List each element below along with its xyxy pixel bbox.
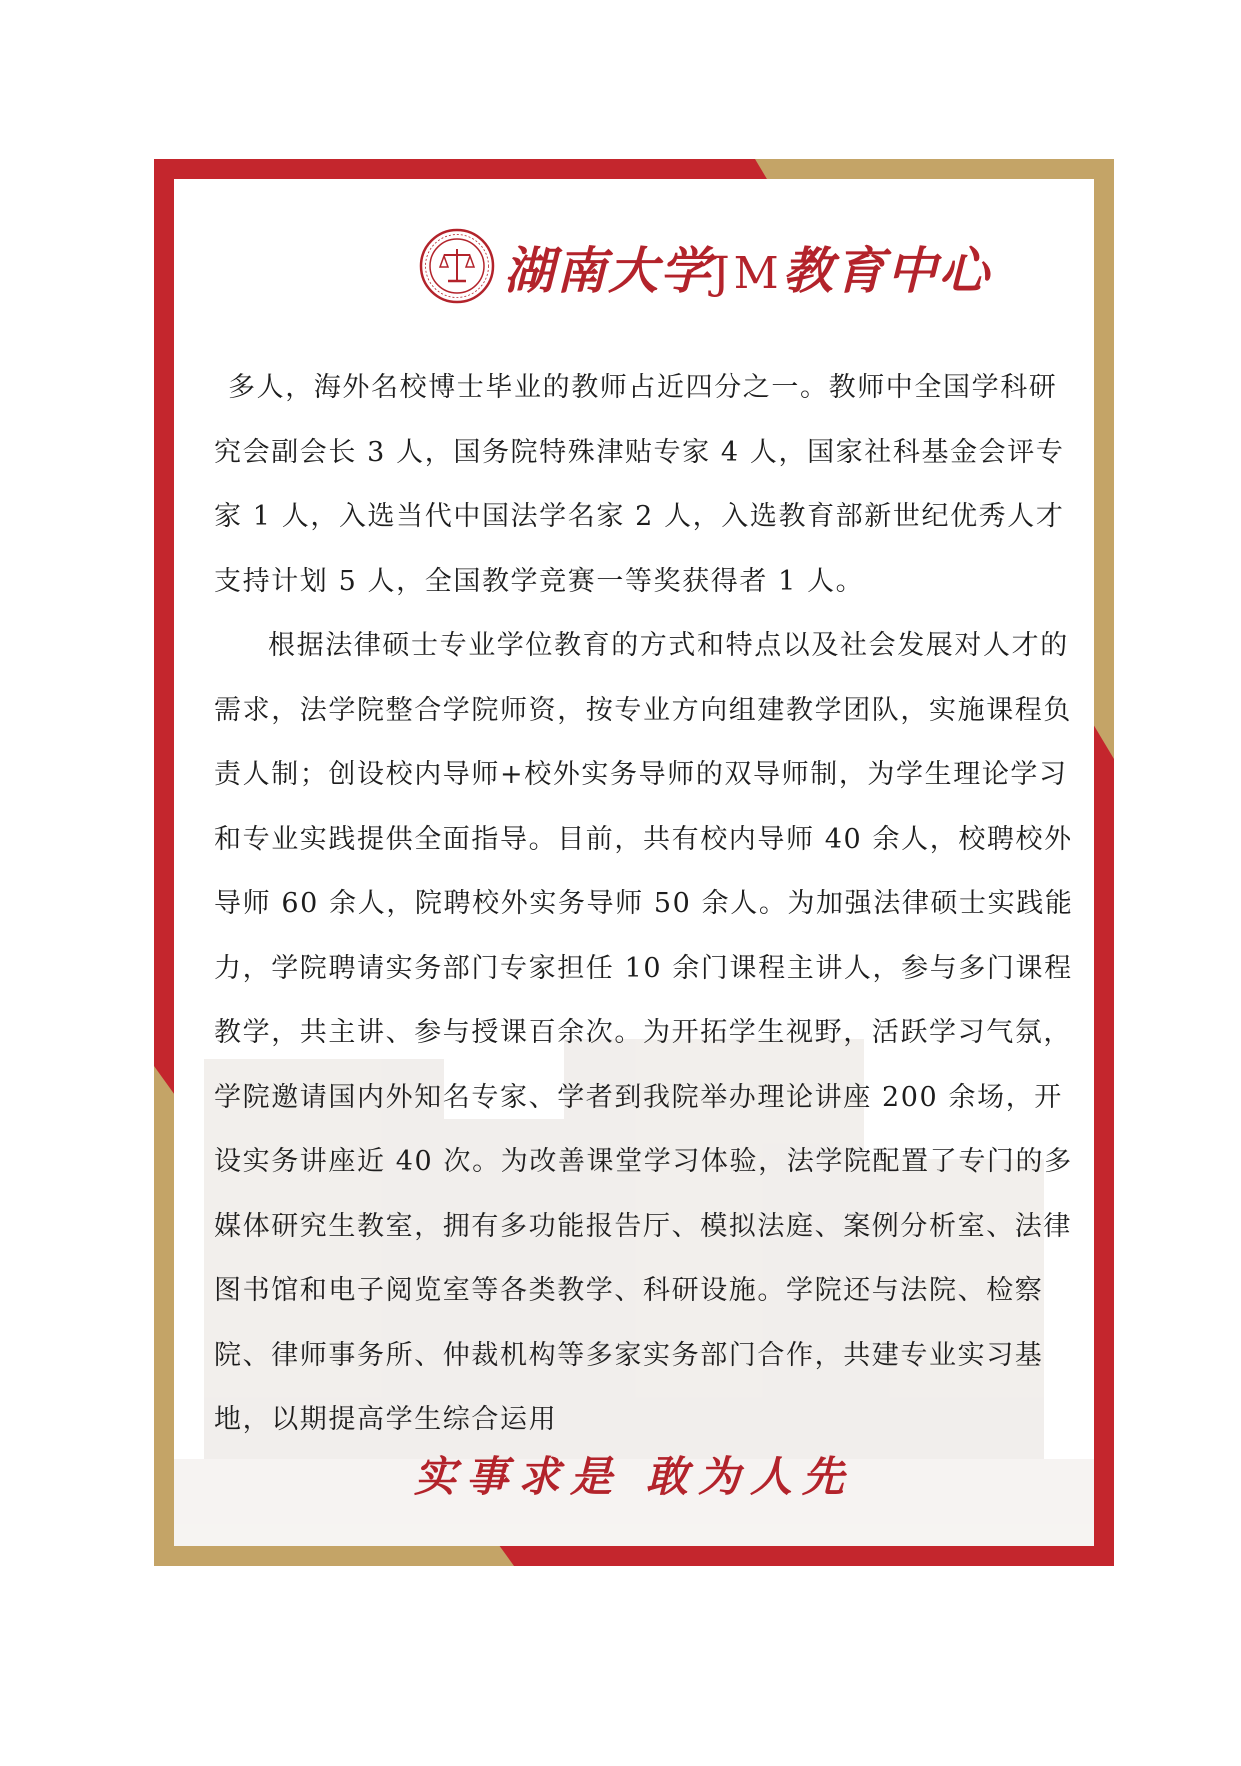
body-text <box>214 356 1074 1453</box>
motto <box>174 1444 1094 1504</box>
header-logo <box>174 217 1094 317</box>
brand-name-suffix: 教育中心 <box>782 241 991 300</box>
brand-name-cn: 湖南大学 <box>504 241 712 300</box>
brand-name-jm: JM <box>712 248 783 299</box>
paragraph-1: 多人，海外名校博士毕业的教师占近四分之一。教师中全国学科研究会副会长 3 人，国务院特殊津贴专家 4 人，国家社科基金会评专家 1 人，入选当代中国法学名家 2 人，入选教育部新世纪优秀人才支持计划 5 人，全国教学竞赛一等奖获得者 1 人。 <box>214 372 1065 597</box>
paragraph-2: 根据法律硕士专业学位教育的方式和特点以及社会发展对人才的需求，法学院整合学院师资，按专业方向组建教学团队，实施课程负责人制；创设校内导师+校外实务导师的双导师制，为学生理论学习和专业实践提供全面指导。目前，共有校内导师 40 余人，校聘校外导师 60 余人，院聘校外实务导师 50 余人。为加强法律硕士实践能力，学院聘请实务部门专家担任 10 余门课程主讲人，参与多门课程教学，共主讲、参与授课百余次。为开拓学生视野，活跃学习气氛，学院邀请国内外知名专家、学者到我院举办理论讲座 200 余场，开设实务讲座近 40 次。为改善课堂学习体验，法学院配置了专门的多媒体研究生教室，拥有多功能报告厅、模拟法庭、案例分析室、法律图书馆和电子阅览室等各类教学、科研设施。学院还与法院、检察院、律师事务所、仲裁机构等多家实务部门合作，共建专业实习基地，以期提高学生综合运用 <box>214 630 1074 1435</box>
content-panel <box>174 179 1094 1546</box>
brand-title <box>504 231 991 303</box>
motto-2: 敢为人先 <box>646 1452 855 1501</box>
motto-1: 实事求是 <box>413 1452 622 1501</box>
university-seal-icon <box>418 227 496 305</box>
